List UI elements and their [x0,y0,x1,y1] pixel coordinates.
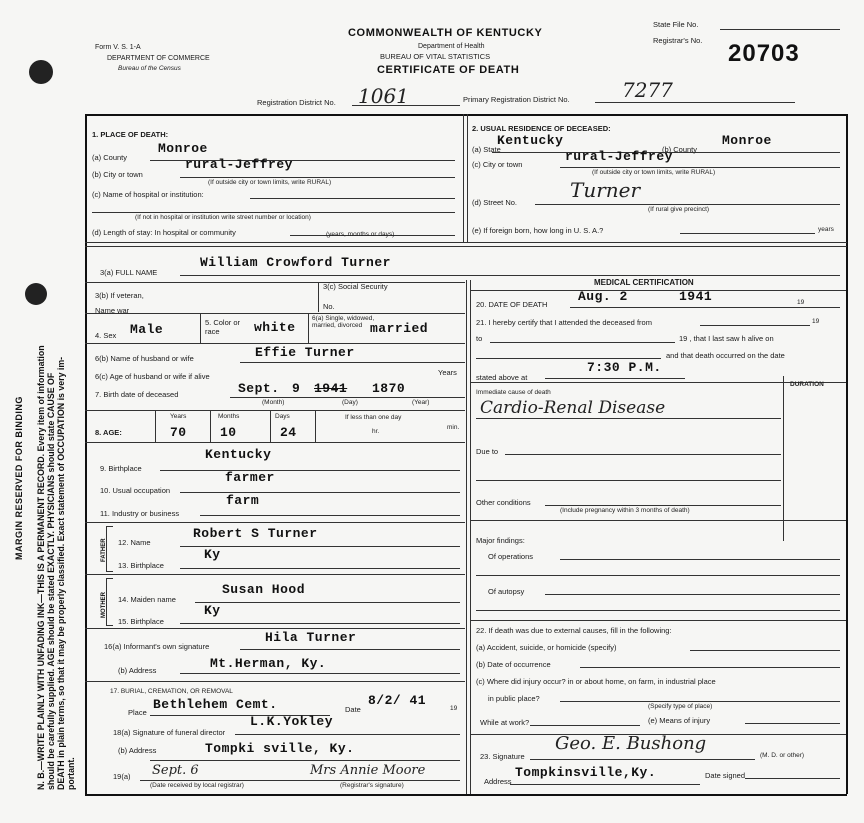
accident-label: (a) Accident, suicide, or homicide (specify) [476,643,617,652]
date-signed-label: Date signed [705,771,746,780]
informant-address-label: (b) Address [118,666,157,675]
certify-nineteen: 19 [812,318,820,325]
color: white [254,320,296,335]
commonwealth-title: COMMONWEALTH OF KENTUCKY [348,27,543,39]
pod-stay-note: (years, months or days) [326,231,395,238]
dept-health: Department of Health [418,43,485,50]
marital-label: 6(a) Single, widowed, married, divorced [312,315,375,329]
birthplace: Kentucky [205,447,272,462]
stated-above-label: stated above at [476,373,528,382]
ss-label: 3(c) Social Security [323,282,388,291]
spouse-age-label: 6(c) Age of husband or wife if alive [95,372,210,381]
margin-instructions-line1: N. B.—WRITE PLAINLY WITH UNFADING INK—THIS IS A PERMANENT RECORD. Every item of information [36,345,46,790]
birth-struck: 1941 [314,381,348,396]
while-at-work-label: While at work? [480,718,530,727]
reg-district-no: 1061 [358,84,409,108]
father-name: Robert S Turner [193,526,318,541]
res-county: Monroe [722,133,772,148]
industry: farm [226,493,260,508]
state-file-label: State File No. [653,20,699,29]
margin-instructions-line4: portant. [66,757,76,790]
major-findings-label: Major findings: [476,536,525,545]
ss-no-label: No. [323,302,335,311]
autopsy-label: Of autopsy [488,587,525,596]
burial-date-label: Date [345,705,361,714]
immediate-cause: Cardio-Renal Disease [480,398,666,418]
other-conditions-label: Other conditions [476,498,531,507]
signature-label: 23. Signature [480,752,525,761]
burial-nineteen: 19 [450,705,458,712]
years-caption: Years [170,413,187,420]
mother-bracket [106,578,113,626]
res-street-label: (d) Street No. [472,198,518,207]
physician-address-label: Address [484,777,512,786]
punch-hole-top [29,60,53,84]
spouse-label: 6(b) Name of husband or wife [95,354,194,363]
form-number: Form V. S. 1-A [95,44,141,51]
mother-bp: Ky [204,603,221,618]
registrar-signature: Mrs Annie Moore [310,763,426,778]
duration-label: DURATION [790,381,824,388]
operations-label: Of operations [488,552,534,561]
marital: married [370,321,429,336]
father-tag: FATHER [101,538,107,562]
filed-date: Sept. 6 [152,763,199,778]
mother-tag: MOTHER [101,592,107,618]
punch-hole-bottom [25,283,47,305]
age-label: 8. AGE: [95,428,122,437]
res-street-note: (If rural give precinct) [648,206,710,213]
color-label: 5. Color or race [205,318,241,336]
director-address-label: (b) Address [118,746,157,755]
informant: Hila Turner [265,630,357,645]
full-name-label: 3(a) FULL NAME [100,268,158,277]
burial-date: 8/2/ 41 [368,693,427,708]
immediate-label: Immediate cause of death [476,389,551,396]
spouse: Effie Turner [255,345,355,360]
res-years-label: years [818,226,834,233]
informant-label: 16(a) Informant's own signature [104,642,210,651]
res-street: Turner [570,178,641,202]
certificate-title: CERTIFICATE OF DEATH [377,64,520,76]
res-state: Kentucky [497,133,564,148]
dept-commerce: DEPARTMENT OF COMMERCE [107,55,210,62]
res-foreign-label: (e) If foreign born, how long in U. S. A.? [472,226,604,235]
day-caption: (Day) [342,399,358,406]
res-city: rural-Jeffrey [565,149,673,164]
less-day-label: If less than one day [345,414,402,421]
birth-label: 7. Birth date of deceased [95,390,179,399]
age-months: 10 [220,425,237,440]
pod-city-label: (b) City or town [92,170,143,179]
full-name: William Crowford Turner [200,255,391,270]
margin-instructions-line3: DEATH in plain terms, so that it may be properly classified. Exact statement of OCCUPATION is very im- [56,356,66,790]
primary-district-label: Primary Registration District No. [463,95,570,104]
birthplace-label: 9. Birthplace [100,464,142,473]
death-nineteen: 19 [797,299,805,306]
birth-month: Sept. [238,381,280,396]
hr-label: hr. [372,428,380,435]
res-county-label: (b) County [662,145,698,154]
death-occurred-text: and that death occurred on the date [666,351,785,360]
margin-instructions-line2: should be carefully supplied. AGE should be stated EXACTLY. PHYSICIANS should state CAUSE OF [46,372,56,790]
min-label: min. [447,424,460,431]
due-to-label: Due to [476,447,499,456]
physician-signature: Geo. E. Bushong [555,733,707,754]
sex: Male [130,322,164,337]
death-time: 7:30 P.M. [587,360,662,375]
last-saw-text: 19 , that I last saw h alive on [679,334,774,343]
industry-label: 11. Industry or business [100,509,180,518]
director-label: 18(a) Signature of funeral director [113,728,226,737]
pod-city-note: (If outside city or town limits, write RURAL) [208,179,332,186]
reg-district-label: Registration District No. [257,98,336,107]
to-label: to [476,334,483,343]
mother-bp-label: 15. Birthplace [118,617,164,626]
physician-address: Tompkinsville,Ky. [515,765,657,780]
bureau-census: Bureau of the Census [118,65,181,72]
registrar-no-label: Registrar's No. [653,36,703,45]
res-city-note: (If outside city or town limits, write RURAL) [592,169,716,176]
father-bp-label: 13. Birthplace [118,561,164,570]
place-of-death-heading: 1. PLACE OF DEATH: [92,130,169,139]
registrar-sig-caption: (Registrar's signature) [340,782,404,789]
res-city-label: (c) City or town [472,160,523,169]
means-label: (e) Means of injury [648,716,711,725]
spouse-age-unit: Years [438,368,457,377]
certify-text: 21. I hereby certify that I attended the deceased from [476,318,652,327]
informant-address: Mt.Herman, Ky. [210,656,327,671]
margin-binding-text: MARGIN RESERVED FOR BINDING [14,396,24,560]
pod-county-label: (a) County [92,153,128,162]
occupation: farmer [225,470,275,485]
primary-district-no: 7277 [622,78,673,102]
pod-stay-label: (d) Length of stay: In hospital or community [92,228,236,237]
mother-name: Susan Hood [222,582,306,597]
occupation-label: 10. Usual occupation [100,486,171,495]
filed-label: 19(a) [113,772,131,781]
date-received-caption: (Date received by local registrar) [150,782,244,789]
pregnancy-note: (Include pregnancy within 3 months of death) [560,507,690,514]
director: L.K.Yokley [250,714,334,729]
pod-county: Monroe [158,141,208,156]
age-days: 24 [280,425,297,440]
pod-hospital-label: (c) Name of hospital or institution: [92,190,204,199]
specify-place-caption: (Specify type of place) [648,703,713,710]
medical-cert-heading: MEDICAL CERTIFICATION [594,278,694,287]
age-years: 70 [170,425,187,440]
md-caption: (M. D. or other) [760,752,805,759]
pod-hospital-note: (If not in hospital or institution write street number or location) [135,214,311,221]
burial-label: 17. BURIAL, CREMATION, OR REMOVAL [110,688,233,695]
year-caption: (Year) [412,399,430,406]
registrar-number: 20703 [728,40,800,67]
res-state-label: (a) State [472,145,501,154]
occurrence-label: (b) Date of occurrence [476,660,551,669]
birth-day: 9 [292,381,301,396]
name-war-label: Name war [95,306,130,315]
burial-place-label: Place [128,708,147,717]
sex-label: 4. Sex [95,331,117,340]
father-bp: Ky [204,547,221,562]
year-death: 1941 [679,289,713,304]
birth-year: 1870 [372,381,406,396]
days-caption: Days [275,413,290,420]
residence-heading: 2. USUAL RESIDENCE OF DECEASED: [472,124,611,133]
bureau-vital: BUREAU OF VITAL STATISTICS [380,52,491,61]
month-caption: (Month) [262,399,285,406]
public-place-label: in public place? [488,694,540,703]
pod-city: rural-Jeffrey [185,157,293,172]
father-bracket [106,526,113,572]
veteran-label: 3(b) If veteran, [95,291,144,300]
director-address: Tompki sville, Ky. [205,741,355,756]
where-label: (c) Where did injury occur? in or about home, on farm, in industrial place [476,677,716,686]
months-caption: Months [218,413,240,420]
date-death-label: 20. DATE OF DEATH [476,300,548,309]
mother-name-label: 14. Maiden name [118,595,176,604]
external-label: 22. If death was due to external causes, fill in the following: [476,626,672,635]
burial-place: Bethlehem Cemt. [153,697,278,712]
father-name-label: 12. Name [118,538,151,547]
date-death: Aug. 2 [578,289,628,304]
